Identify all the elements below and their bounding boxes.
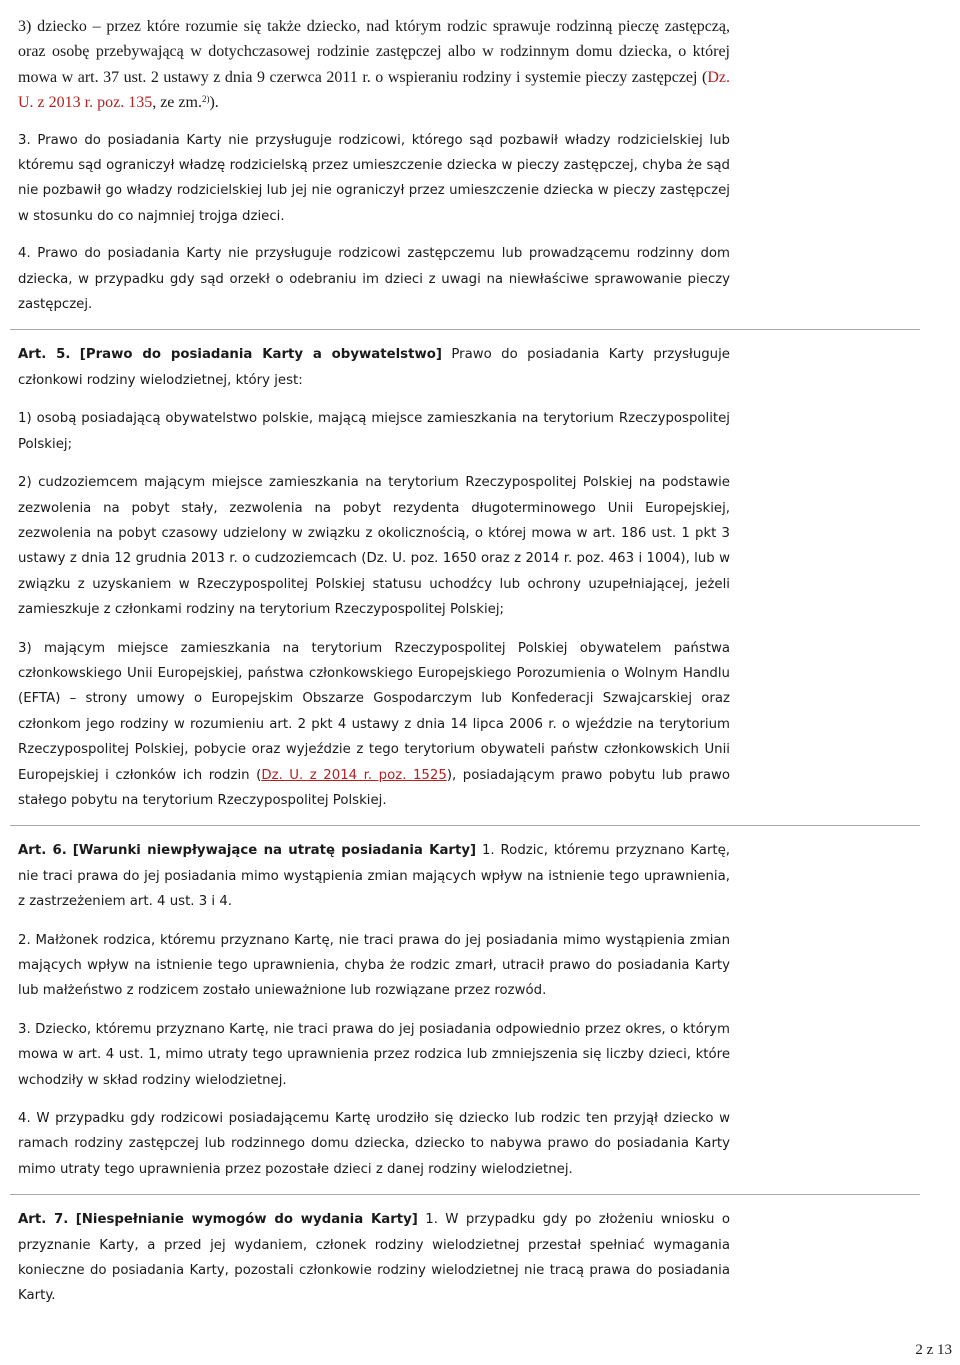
article-5-item-1: 1) osobą posiadającą obywatelstwo polskie, mającą miejsce zamieszkania na terytorium Rzeczypospolitej Polskiej; [18,411,730,452]
paragraph-definition-child [18,14,730,116]
footnote-marker[interactable]: 2) [201,94,210,105]
legal-reference-link[interactable]: Dz. U. z 2013 r. poz. 135 [18,68,730,112]
legal-reference-link[interactable]: Dz. U. z 2014 r. poz. 1525 [261,767,447,783]
article-title: [Prawo do posiadania Karty a obywatelstwo] [79,347,442,363]
article-5-intro [18,342,730,393]
paragraph-text: Prawo do posiadania Karty przysługuje członkowi rodziny wielodzietnej, który jest: [18,347,730,388]
article-5-item-3 [18,636,730,814]
paragraph-text: ), posiadającym prawo pobytu lub prawo stałego pobytu na terytorium Rzeczypospolitej Polskiej. [18,767,730,808]
article-6-ust-1 [18,838,730,914]
paragraph-text: 3) dziecko – przez które rozumie się także dziecko, nad którym rodzic sprawuje rodzinną pieczę zastępczą, oraz osobę przebywającą w dotychczasowej rodzinie zastępczej albo w rodzinnym domu dziecka, o której mowa w art. 37 ust. 2 ustawy z dnia 9 czerwca 2011 r. o wspieraniu rodziny i systemie pieczy zastępczej ( [18,18,730,86]
paragraph-art4-ust4: 4. Prawo do posiadania Karty nie przysługuje rodzicowi zastępczemu lub prowadzącemu rodzinny dom dziecka, w przypadku gdy sąd orzekł o odebraniu im dzieci z uwagi na niewłaściwe sprawowanie pieczy zastępczej. [18,246,730,313]
article-5-item-2: 2) cudzoziemcem mającym miejsce zamieszkania na terytorium Rzeczypospolitej Polskiej na podstawie zezwolenia na pobyt stały, zezwolenia na pobyt rezydenta długoterminowego Unii Europejskiej, zezwolenia na pobyt czasowy udzielony w związku z okolicznością, o której mowa w art. 186 ust. 1 pkt 3 ustawy z dnia 12 grudnia 2013 r. o cudzoziemcach (Dz. U. poz. 1650 oraz z 2014 r. poz. 463 i 1004), lub w związku z uzyskaniem w Rzeczypospolitej Polskiej statusu uchodźcy lub ochrony uzupełniającej, jeżeli zamieszkuje z członkami rodziny na terytorium Rzeczypospolitej Polskiej; [18,475,730,618]
article-title: [Warunki niewpływające na utratę posiadania Karty] [72,843,477,859]
section-divider [10,329,920,330]
section-divider [10,825,920,826]
document-body [18,14,730,1309]
article-label: Art. 7. [18,1212,69,1228]
article-7-ust-1 [18,1207,730,1309]
paragraph-text: 1. W przypadku gdy po złożeniu wniosku o przyznanie Karty, a przed jej wydaniem, członek rodziny wielodzietnej przestał spełniać wymagania konieczne do posiadania Karty, pozostali członkowie rodziny wielodzietnej nie tracą prawa do posiadania Karty. [18,1212,730,1304]
article-6-ust-3: 3. Dziecko, któremu przyznano Kartę, nie traci prawa do jej posiadania odpowiednio przez okres, o którym mowa w art. 4 ust. 1, mimo utraty tego uprawnienia przez rodzica lub zmniejszenia się liczby dzieci, które wchodziły w skład rodziny wielodzietnej. [18,1021,730,1088]
section-divider [10,1194,920,1195]
article-6-ust-2: 2. Małżonek rodzica, któremu przyznano Kartę, nie traci prawa do jej posiadania mimo wystąpienia zmian mających wpływ na istnienie tego uprawnienia, chyba że rodzic zmarł, utracił prawo do posiadania Karty lub małżeństwo z rodzicem zostało unieważnione lub rozwiązane przez rozwód. [18,932,730,999]
paragraph-art4-ust3: 3. Prawo do posiadania Karty nie przysługuje rodzicowi, którego sąd pozbawił władzy rodzicielskiej lub któremu sąd ograniczył władzę rodzicielską przez umieszczenie dziecka w pieczy zastępczej, chyba że sąd nie pozbawił go władzy rodzicielskiej lub jej nie ograniczył przez umieszczenie dziecka w pieczy zastępczej w stosunku do co najmniej trojga dzieci. [18,132,730,224]
paragraph-text: , ze zm. [152,94,202,112]
paragraph-text: ). [209,94,219,112]
article-label: Art. 6. [18,843,67,859]
paragraph-text: 1. Rodzic, któremu przyznano Kartę, nie traci prawa do jej posiadania mimo wystąpienia zmian mających wpływ na istnienie tego uprawnienia, z zastrzeżeniem art. 4 ust. 3 i 4. [18,843,730,910]
page-number: 2 z 13 [915,1342,952,1358]
article-title: [Niespełnianie wymogów do wydania Karty] [75,1212,418,1228]
paragraph-text: 3) mającym miejsce zamieszkania na terytorium Rzeczypospolitej Polskiej obywatelem państwa członkowskiego Unii Europejskiej, państwa członkowskiego Europejskiego Porozumienia o Wolnym Handlu (EFTA) – strony umowy o Europejskim Obszarze Gospodarczym lub Konfederacji Szwajcarskiej oraz członkom jego rodziny w rozumieniu art. 2 pkt 4 ustawy z dnia 14 lipca 2006 r. o wjeździe na terytorium Rzeczypospolitej Polskiej, pobycie oraz wyjeździe z tego terytorium obywateli państw członkowskich Unii Europejskiej i członków ich rodzin ( [18,640,730,783]
article-label: Art. 5. [18,347,71,363]
article-6-ust-4: 4. W przypadku gdy rodzicowi posiadającemu Kartę urodziło się dziecko lub rodzic ten przyjął dziecko w ramach rodziny zastępczej lub rodzinnego domu dziecka, dziecko to nabywa prawo do posiadania Karty mimo utraty tego uprawnienia przez pozostałe dzieci z danej rodziny wielodzietnej. [18,1111,730,1177]
